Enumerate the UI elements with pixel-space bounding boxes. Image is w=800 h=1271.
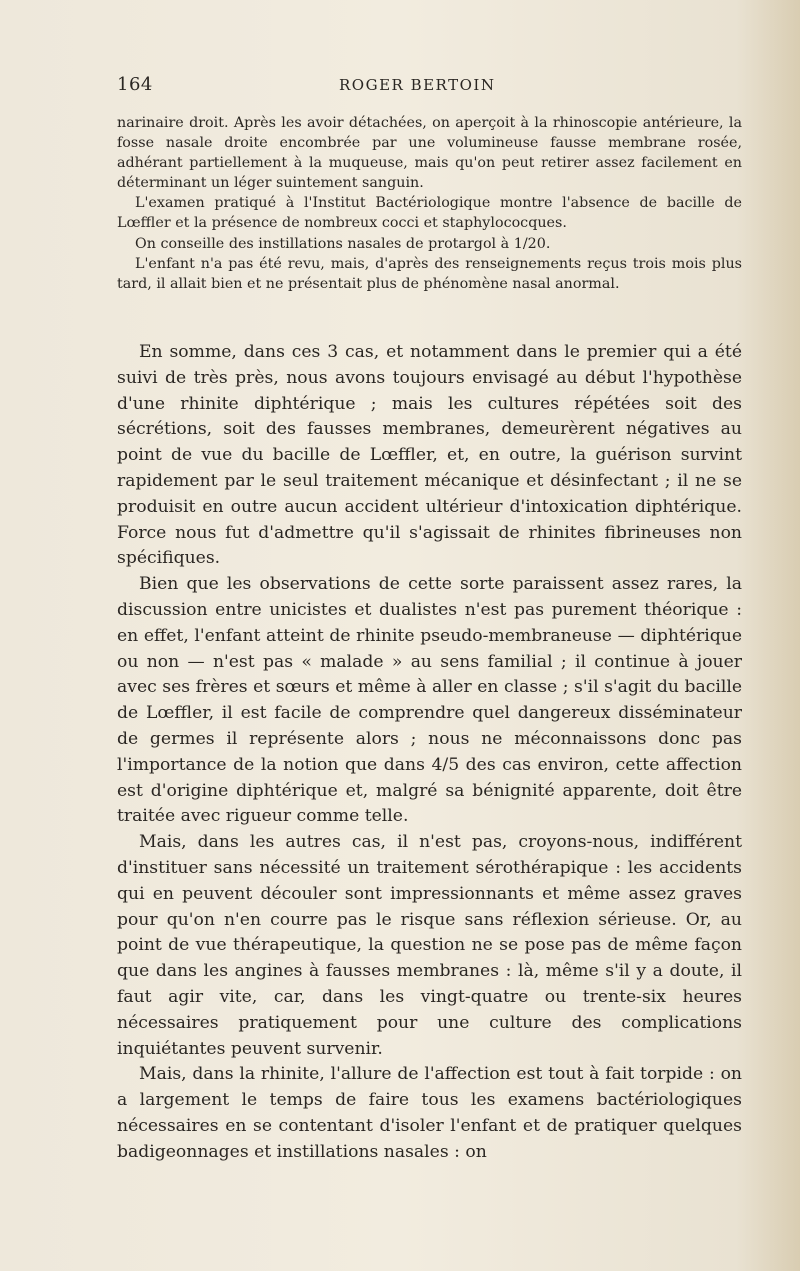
observation-text [117, 113, 742, 294]
paragraph: Bien que les observations de cette sorte paraissent assez rares, la discussion entre unicistes et dualistes n'est pas purement théorique : en effet, l'enfant atteint de rhinite pseudo-membraneuse — diphtérique ou non — n'est pas « malade » au sens familial ; il continue à jouer avec ses frères et sœurs et même à aller en classe ; s'il s'agit du bacille de Lœffler, il est facile de comprendre quel dangereux disséminateur de germes il représente alors ; nous ne méconnaissons donc pas l'importance de la notion que dans 4/5 des cas environ, cette affection est d'origine diphtérique et, malgré sa bénignité apparente, doit être traitée avec rigueur comme telle. [117, 574, 742, 827]
page-number: 164 [117, 74, 153, 95]
discussion-text [117, 340, 742, 1166]
running-head: ROGER BERTOIN [339, 76, 496, 94]
paragraph: On conseille des instillations nasales de protargol à 1/20. [135, 235, 551, 252]
paragraph: Mais, dans les autres cas, il n'est pas, croyons-nous, indifférent d'instituer sans nécessité un traitement sérothérapique : les accidents qui en peuvent découler sont impressionnants et même assez graves pour qu'on n'en courre pas le risque sans réflexion sérieuse. Or, au point de vue thérapeutique, la question ne se pose pas de même façon que dans les angines à fausses membranes : là, même s'il y a doute, il faut agir vite, car, dans les vingt-quatre ou trente-six heures nécessaires pratiquement pour une culture des complications inquiétantes peuvent survenir. [117, 832, 742, 1059]
page-header [117, 74, 742, 104]
paragraph: L'enfant n'a pas été revu, mais, d'après des renseignements reçus trois mois plus tard, il allait bien et ne présentait plus de phénomène nasal anormal. [117, 255, 742, 292]
paragraph: Mais, dans la rhinite, l'allure de l'affection est tout à fait torpide : on a largement le temps de faire tous les examens bactériologiques nécessaires en se contentant d'isoler l'enfant et de pratiquer quelques badigeonnages et instillations nasales : on [117, 1064, 742, 1162]
paragraph: L'examen pratiqué à l'Institut Bactériologique montre l'absence de bacille de Lœffler et la présence de nombreux cocci et staphylococques. [117, 195, 742, 232]
paragraph: En somme, dans ces 3 cas, et notamment dans le premier qui a été suivi de très près, nous avons toujours envisagé au début l'hypothèse d'une rhinite diphtérique ; mais les cultures répétées soit des sécrétions, soit des fausses membranes, demeurèrent négatives au point de vue du bacille de Lœffler, et, en outre, la guérison survint rapidement par le seul traitement mécanique et désinfectant ; il ne se produisit en outre aucun accident ultérieur d'intoxication diphtérique. Force nous fut d'admettre qu'il s'agissait de rhinites fibrineuses non spécifiques. [117, 342, 742, 569]
paragraph: narinaire droit. Après les avoir détachées, on aperçoit à la rhinoscopie antérieure, la fosse nasale droite encombrée par une volumineuse fausse membrane rosée, adhérant partiellement à la muqueuse, mais qu'on peut retirer assez facilement en déterminant un léger suintement sanguin. [117, 115, 742, 192]
